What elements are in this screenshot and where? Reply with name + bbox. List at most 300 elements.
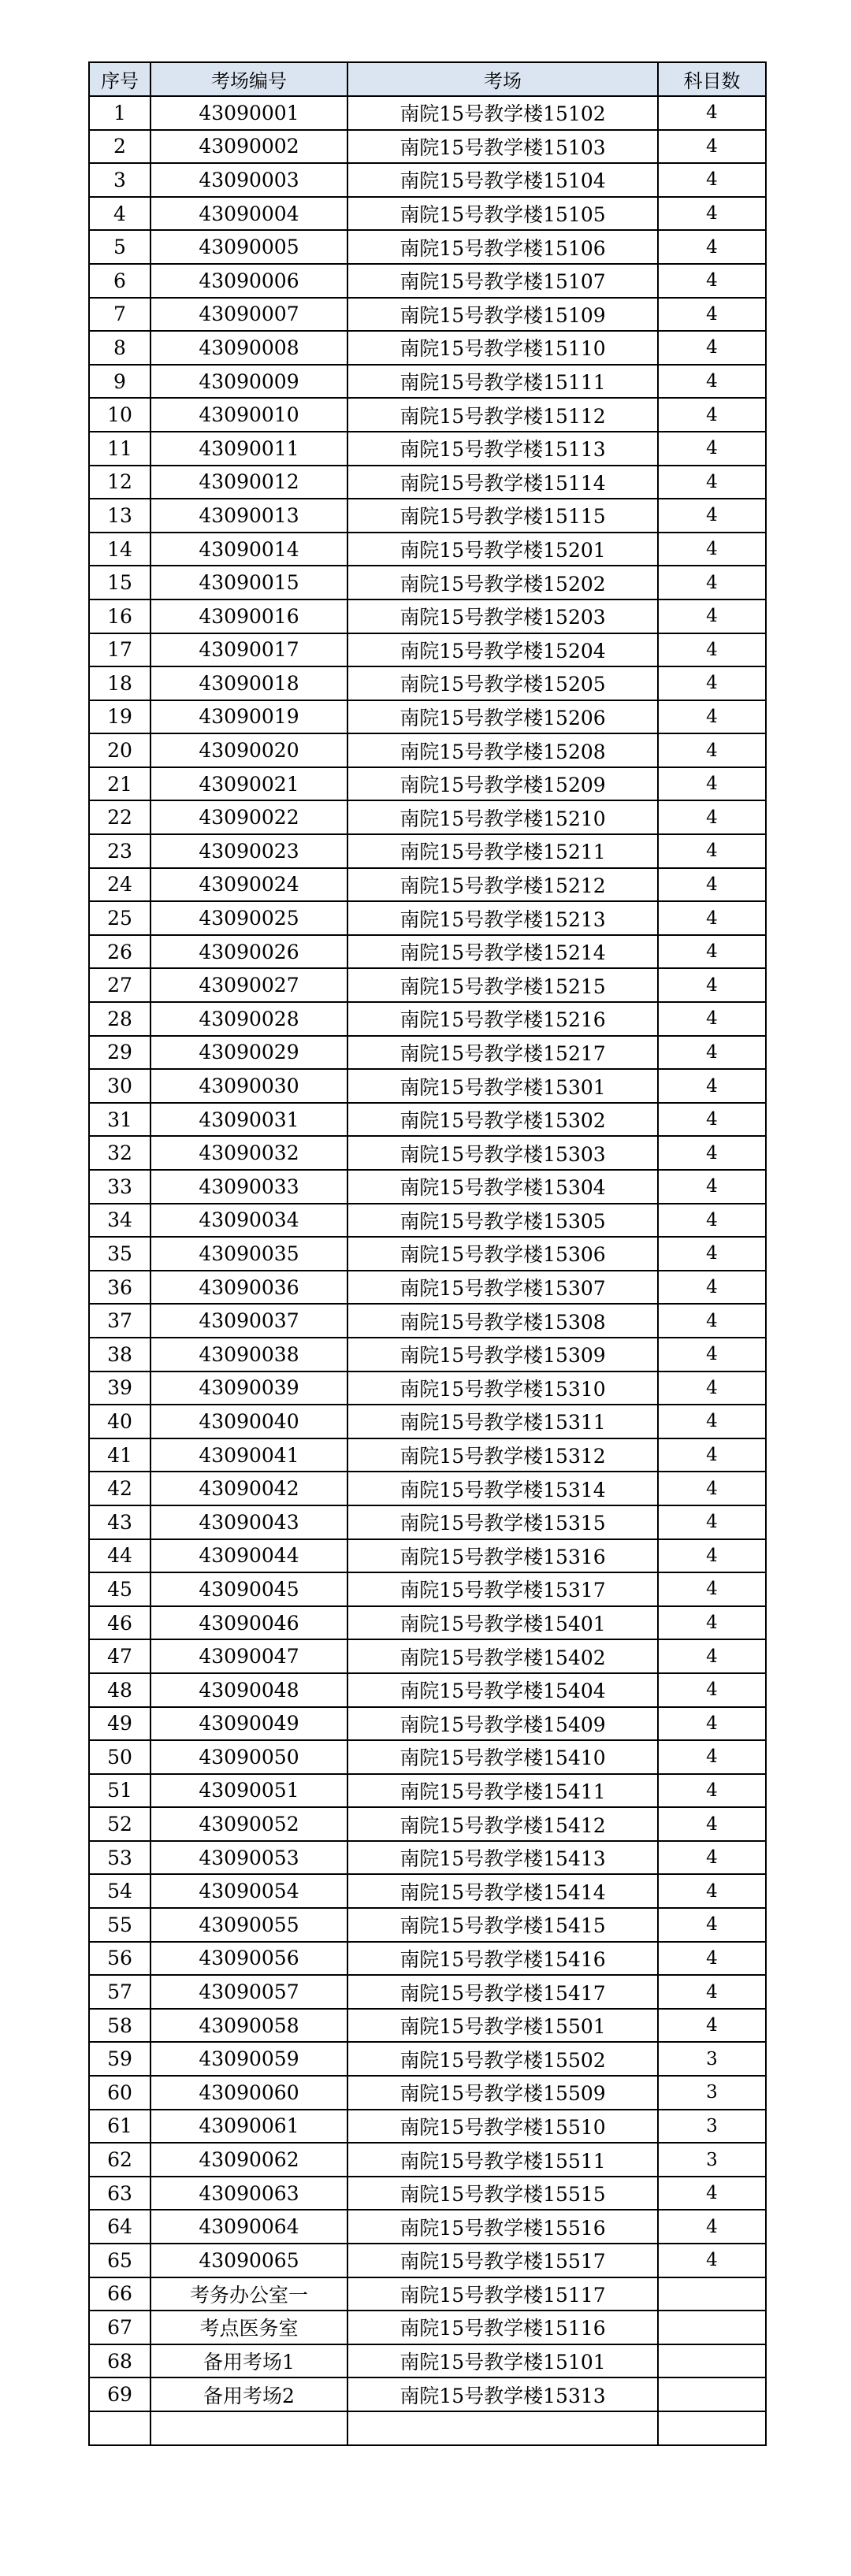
cell-room: 南院15号教学楼15409 [347, 1707, 658, 1741]
cell-room-code: 43090035 [151, 1237, 347, 1271]
cell-room: 南院15号教学楼15206 [347, 700, 658, 734]
table-row [89, 1372, 766, 1405]
cell-room: 南院15号教学楼15214 [347, 935, 658, 969]
cell-room: 南院15号教学楼15101 [347, 2344, 658, 2378]
cell-room: 南院15号教学楼15515 [347, 2177, 658, 2210]
cell-room-code: 备用考场1 [151, 2344, 347, 2378]
cell-room-code: 43090045 [151, 1572, 347, 1606]
cell-room: 南院15号教学楼15412 [347, 1807, 658, 1841]
cell-room-code: 43090023 [151, 834, 347, 868]
cell-room: 南院15号教学楼15115 [347, 499, 658, 533]
cell-room: 南院15号教学楼15302 [347, 1103, 658, 1137]
cell-room: 南院15号教学楼15509 [347, 2076, 658, 2110]
cell-room-code: 43090060 [151, 2076, 347, 2110]
cell-room: 南院15号教学楼15212 [347, 868, 658, 902]
cell-room-code: 43090015 [151, 566, 347, 599]
cell-subject-count: 4 [658, 2009, 766, 2043]
cell-subject-count: 4 [658, 130, 766, 164]
table-row [89, 834, 766, 868]
cell-room-code: 43090003 [151, 163, 347, 197]
cell-seq: 5 [89, 230, 151, 264]
table-row [89, 1204, 766, 1238]
cell-seq: 26 [89, 935, 151, 969]
cell-seq: 67 [89, 2311, 151, 2344]
table-row [89, 566, 766, 599]
cell-subject-count: 4 [658, 1304, 766, 1338]
cell-room-code: 43090065 [151, 2244, 347, 2277]
cell-seq: 62 [89, 2143, 151, 2177]
cell-room-code: 43090048 [151, 1673, 347, 1707]
cell-room-code: 43090033 [151, 1170, 347, 1204]
cell-subject-count: 4 [658, 163, 766, 197]
cell-room: 南院15号教学楼15309 [347, 1338, 658, 1372]
table-row [89, 1338, 766, 1372]
cell-room-code: 43090062 [151, 2143, 347, 2177]
cell-seq: 51 [89, 1774, 151, 1808]
cell-room-code: 43090018 [151, 666, 347, 700]
cell-seq: 14 [89, 533, 151, 566]
cell-seq: 10 [89, 398, 151, 432]
cell-seq: 58 [89, 2009, 151, 2043]
table-row [89, 1405, 766, 1438]
table-row [89, 1505, 766, 1539]
cell-room-code: 43090006 [151, 264, 347, 298]
cell-room: 南院15号教学楼15102 [347, 96, 658, 130]
cell-room: 南院15号教学楼15103 [347, 130, 658, 164]
table-row [89, 1740, 766, 1774]
cell-room: 南院15号教学楼15106 [347, 230, 658, 264]
cell-seq: 18 [89, 666, 151, 700]
cell-subject-count: 4 [658, 432, 766, 466]
table-row [89, 1438, 766, 1472]
cell-room: 南院15号教学楼15301 [347, 1069, 658, 1103]
cell-room-code: 43090036 [151, 1271, 347, 1305]
cell-subject-count: 4 [658, 1975, 766, 2009]
cell-subject-count: 4 [658, 398, 766, 432]
cell-seq: 3 [89, 163, 151, 197]
table-body [89, 96, 766, 2445]
cell-subject-count: 4 [658, 1774, 766, 1808]
table-row [89, 1069, 766, 1103]
cell-room-code: 43090010 [151, 398, 347, 432]
cell-seq: 13 [89, 499, 151, 533]
cell-seq: 9 [89, 365, 151, 399]
cell-room-code: 43090037 [151, 1304, 347, 1338]
table-row [89, 533, 766, 566]
cell-room-code: 43090063 [151, 2177, 347, 2210]
cell-room-code: 43090043 [151, 1505, 347, 1539]
cell-seq: 32 [89, 1136, 151, 1170]
cell-subject-count: 4 [658, 1170, 766, 1204]
cell-subject-count: 4 [658, 1740, 766, 1774]
cell-room-code: 43090014 [151, 533, 347, 566]
cell-subject-count: 4 [658, 800, 766, 834]
cell-room-code: 43090012 [151, 466, 347, 499]
cell-room-code: 43090053 [151, 1841, 347, 1875]
table-row [89, 163, 766, 197]
cell-subject-count: 4 [658, 1271, 766, 1305]
cell-room-code: 备用考场2 [151, 2377, 347, 2411]
cell-seq: 60 [89, 2076, 151, 2110]
cell-room: 南院15号教学楼15315 [347, 1505, 658, 1539]
cell-seq: 38 [89, 1338, 151, 1372]
table-row [89, 466, 766, 499]
table-row [89, 1908, 766, 1942]
cell-room-code: 43090001 [151, 96, 347, 130]
table-row [89, 1170, 766, 1204]
cell-subject-count: 4 [658, 1103, 766, 1137]
table-row [89, 733, 766, 767]
cell-room-code: 考务办公室一 [151, 2277, 347, 2311]
cell-subject-count: 4 [658, 298, 766, 332]
cell-subject-count: 4 [658, 230, 766, 264]
cell-seq: 40 [89, 1405, 151, 1438]
cell-room: 南院15号教学楼15415 [347, 1908, 658, 1942]
table-row [89, 264, 766, 298]
cell-room: 南院15号教学楼15217 [347, 1036, 658, 1070]
cell-seq: 41 [89, 1438, 151, 1472]
cell-seq: 53 [89, 1841, 151, 1875]
cell-seq: 63 [89, 2177, 151, 2210]
cell-subject-count: 3 [658, 2110, 766, 2144]
cell-room-code: 43090011 [151, 432, 347, 466]
cell-room-code: 43090028 [151, 1002, 347, 1036]
cell-seq: 22 [89, 800, 151, 834]
table-row [89, 1975, 766, 2009]
cell-seq: 35 [89, 1237, 151, 1271]
cell-room-code: 43090021 [151, 767, 347, 801]
cell-seq: 24 [89, 868, 151, 902]
cell-room-code: 43090024 [151, 868, 347, 902]
cell-seq: 28 [89, 1002, 151, 1036]
cell-seq: 43 [89, 1505, 151, 1539]
cell-seq: 54 [89, 1874, 151, 1908]
cell-room-code: 43090030 [151, 1069, 347, 1103]
cell-subject-count: 4 [658, 1036, 766, 1070]
cell-subject-count: 4 [658, 968, 766, 1002]
cell-subject-count: 4 [658, 1639, 766, 1673]
table-row [89, 365, 766, 399]
cell-room-code: 43090022 [151, 800, 347, 834]
header-subject-count: 科目数 [658, 62, 766, 96]
cell-seq: 56 [89, 1942, 151, 1976]
cell-subject-count: 4 [658, 1606, 766, 1640]
cell-room: 南院15号教学楼15210 [347, 800, 658, 834]
cell-room: 南院15号教学楼15308 [347, 1304, 658, 1338]
cell-room: 南院15号教学楼15117 [347, 2277, 658, 2311]
cell-room: 南院15号教学楼15416 [347, 1942, 658, 1976]
table-row [89, 666, 766, 700]
cell-subject-count: 4 [658, 834, 766, 868]
cell-seq: 55 [89, 1908, 151, 1942]
cell-subject-count [658, 2344, 766, 2378]
cell-seq: 21 [89, 767, 151, 801]
cell-room-code: 43090054 [151, 1874, 347, 1908]
table-row [89, 1841, 766, 1875]
cell-subject-count: 4 [658, 733, 766, 767]
table-row [89, 2277, 766, 2311]
cell-seq: 50 [89, 1740, 151, 1774]
cell-room-code: 43090046 [151, 1606, 347, 1640]
cell-subject-count: 3 [658, 2076, 766, 2110]
cell-seq: 15 [89, 566, 151, 599]
table-row [89, 2377, 766, 2411]
cell-seq: 34 [89, 1204, 151, 1238]
cell-seq: 66 [89, 2277, 151, 2311]
cell-subject-count: 4 [658, 1505, 766, 1539]
table-row [89, 1539, 766, 1573]
table-row [89, 935, 766, 969]
cell-subject-count: 4 [658, 1237, 766, 1271]
table-row [89, 1136, 766, 1170]
table-row [89, 2344, 766, 2378]
cell-room-code: 43090051 [151, 1774, 347, 1808]
table-header [89, 62, 766, 96]
cell-room: 南院15号教学楼15511 [347, 2143, 658, 2177]
cell-room: 南院15号教学楼15502 [347, 2042, 658, 2076]
table-row [89, 1036, 766, 1070]
cell-room-code: 43090025 [151, 901, 347, 935]
cell-room-code: 43090017 [151, 633, 347, 667]
cell-room-code: 43090005 [151, 230, 347, 264]
cell-room: 南院15号教学楼15417 [347, 1975, 658, 2009]
cell-room: 南院15号教学楼15203 [347, 599, 658, 633]
cell-subject-count: 4 [658, 466, 766, 499]
cell-room-code: 43090019 [151, 700, 347, 734]
table-row [89, 2244, 766, 2277]
cell-room: 南院15号教学楼15211 [347, 834, 658, 868]
cell-subject-count: 4 [658, 264, 766, 298]
table-row [89, 2110, 766, 2144]
cell-subject-count [658, 2377, 766, 2411]
table-row [89, 1942, 766, 1976]
cell-room: 南院15号教学楼15316 [347, 1539, 658, 1573]
table-row [89, 1103, 766, 1137]
cell-seq: 29 [89, 1036, 151, 1070]
cell-subject-count: 4 [658, 2210, 766, 2244]
table-row [89, 599, 766, 633]
cell-subject-count: 4 [658, 1372, 766, 1405]
cell-seq: 12 [89, 466, 151, 499]
table-row [89, 130, 766, 164]
cell-room: 南院15号教学楼15204 [347, 633, 658, 667]
cell-room: 南院15号教学楼15114 [347, 466, 658, 499]
table-row [89, 499, 766, 533]
cell-seq: 44 [89, 1539, 151, 1573]
cell-room-code: 43090026 [151, 935, 347, 969]
table-row [89, 1707, 766, 1741]
cell-subject-count: 4 [658, 1807, 766, 1841]
table-row [89, 2311, 766, 2344]
cell-room: 南院15号教学楼15411 [347, 1774, 658, 1808]
cell-room: 南院15号教学楼15312 [347, 1438, 658, 1472]
cell-room: 南院15号教学楼15401 [347, 1606, 658, 1640]
cell-room-code: 43090013 [151, 499, 347, 533]
cell-seq: 11 [89, 432, 151, 466]
cell-seq: 30 [89, 1069, 151, 1103]
cell-seq: 2 [89, 130, 151, 164]
table-row [89, 1472, 766, 1505]
cell-seq: 4 [89, 197, 151, 231]
cell-room: 南院15号教学楼15306 [347, 1237, 658, 1271]
cell-seq: 23 [89, 834, 151, 868]
cell-room: 南院15号教学楼15109 [347, 298, 658, 332]
cell-room-code: 43090027 [151, 968, 347, 1002]
cell-room: 南院15号教学楼15501 [347, 2009, 658, 2043]
cell-seq: 6 [89, 264, 151, 298]
cell-seq: 68 [89, 2344, 151, 2378]
cell-room-code [151, 2411, 347, 2445]
cell-subject-count: 4 [658, 197, 766, 231]
table-row [89, 1807, 766, 1841]
cell-subject-count: 3 [658, 2042, 766, 2076]
cell-subject-count: 4 [658, 2177, 766, 2210]
cell-subject-count: 4 [658, 1673, 766, 1707]
cell-subject-count: 4 [658, 1539, 766, 1573]
cell-seq: 47 [89, 1639, 151, 1673]
cell-room-code: 43090040 [151, 1405, 347, 1438]
cell-room: 南院15号教学楼15413 [347, 1841, 658, 1875]
cell-room: 南院15号教学楼15112 [347, 398, 658, 432]
header-seq: 序号 [89, 62, 151, 96]
cell-seq: 69 [89, 2377, 151, 2411]
cell-seq [89, 2411, 151, 2445]
cell-subject-count [658, 2277, 766, 2311]
table-row [89, 197, 766, 231]
table-row [89, 1639, 766, 1673]
table-row [89, 2177, 766, 2210]
cell-room-code: 43090007 [151, 298, 347, 332]
cell-subject-count: 4 [658, 1572, 766, 1606]
cell-room-code: 43090057 [151, 1975, 347, 2009]
cell-seq: 49 [89, 1707, 151, 1741]
cell-room: 南院15号教学楼15304 [347, 1170, 658, 1204]
cell-subject-count: 4 [658, 499, 766, 533]
cell-room: 南院15号教学楼15510 [347, 2110, 658, 2144]
cell-seq: 42 [89, 1472, 151, 1505]
cell-room [347, 2411, 658, 2445]
cell-room: 南院15号教学楼15307 [347, 1271, 658, 1305]
header-row [89, 62, 766, 96]
cell-room: 南院15号教学楼15116 [347, 2311, 658, 2344]
cell-seq: 61 [89, 2110, 151, 2144]
cell-room: 南院15号教学楼15410 [347, 1740, 658, 1774]
cell-room-code: 43090064 [151, 2210, 347, 2244]
table-row [89, 432, 766, 466]
cell-room: 南院15号教学楼15201 [347, 533, 658, 566]
cell-room-code: 43090056 [151, 1942, 347, 1976]
cell-room: 南院15号教学楼15317 [347, 1572, 658, 1606]
cell-room-code: 43090009 [151, 365, 347, 399]
table-row [89, 230, 766, 264]
cell-room: 南院15号教学楼15215 [347, 968, 658, 1002]
cell-room: 南院15号教学楼15110 [347, 331, 658, 365]
cell-subject-count: 4 [658, 533, 766, 566]
cell-subject-count: 4 [658, 1707, 766, 1741]
table-row [89, 2210, 766, 2244]
cell-subject-count: 3 [658, 2143, 766, 2177]
table-row [89, 1237, 766, 1271]
cell-room-code: 43090052 [151, 1807, 347, 1841]
cell-room: 南院15号教学楼15213 [347, 901, 658, 935]
cell-room-code: 43090042 [151, 1472, 347, 1505]
cell-subject-count: 4 [658, 1069, 766, 1103]
cell-subject-count: 4 [658, 365, 766, 399]
cell-room-code: 43090016 [151, 599, 347, 633]
cell-seq: 27 [89, 968, 151, 1002]
cell-room-code: 43090059 [151, 2042, 347, 2076]
cell-room-code: 43090004 [151, 197, 347, 231]
table-row [89, 2411, 766, 2445]
cell-seq: 20 [89, 733, 151, 767]
cell-subject-count: 4 [658, 2244, 766, 2277]
table-row [89, 331, 766, 365]
cell-room: 南院15号教学楼15111 [347, 365, 658, 399]
cell-subject-count: 4 [658, 599, 766, 633]
cell-seq: 8 [89, 331, 151, 365]
cell-room: 南院15号教学楼15303 [347, 1136, 658, 1170]
cell-room-code: 43090008 [151, 331, 347, 365]
cell-room: 南院15号教学楼15310 [347, 1372, 658, 1405]
table-row [89, 700, 766, 734]
cell-room: 南院15号教学楼15402 [347, 1639, 658, 1673]
cell-room-code: 43090038 [151, 1338, 347, 1372]
cell-subject-count: 4 [658, 666, 766, 700]
cell-room: 南院15号教学楼15104 [347, 163, 658, 197]
cell-subject-count [658, 2411, 766, 2445]
table-row [89, 2042, 766, 2076]
table-row [89, 800, 766, 834]
cell-room-code: 43090039 [151, 1372, 347, 1405]
cell-room: 南院15号教学楼15209 [347, 767, 658, 801]
cell-subject-count: 4 [658, 700, 766, 734]
cell-seq: 1 [89, 96, 151, 130]
table-row [89, 2009, 766, 2043]
header-room-code: 考场编号 [151, 62, 347, 96]
cell-seq: 31 [89, 1103, 151, 1137]
cell-subject-count: 4 [658, 96, 766, 130]
cell-subject-count: 4 [658, 868, 766, 902]
cell-seq: 36 [89, 1271, 151, 1305]
cell-subject-count: 4 [658, 633, 766, 667]
cell-subject-count: 4 [658, 767, 766, 801]
table-row [89, 96, 766, 130]
cell-room-code: 43090031 [151, 1103, 347, 1137]
table-row [89, 1874, 766, 1908]
cell-subject-count: 4 [658, 1136, 766, 1170]
cell-room-code: 43090049 [151, 1707, 347, 1741]
cell-room-code: 43090055 [151, 1908, 347, 1942]
cell-seq: 57 [89, 1975, 151, 2009]
cell-room: 南院15号教学楼15516 [347, 2210, 658, 2244]
cell-subject-count: 4 [658, 1338, 766, 1372]
header-room: 考场 [347, 62, 658, 96]
cell-room-code: 43090058 [151, 2009, 347, 2043]
cell-seq: 19 [89, 700, 151, 734]
cell-room: 南院15号教学楼15414 [347, 1874, 658, 1908]
cell-subject-count: 4 [658, 901, 766, 935]
cell-room: 南院15号教学楼15205 [347, 666, 658, 700]
table-row [89, 398, 766, 432]
cell-seq: 46 [89, 1606, 151, 1640]
cell-room: 南院15号教学楼15313 [347, 2377, 658, 2411]
cell-room-code: 43090029 [151, 1036, 347, 1070]
cell-subject-count: 4 [658, 1405, 766, 1438]
table-row [89, 633, 766, 667]
cell-subject-count: 4 [658, 331, 766, 365]
cell-seq: 59 [89, 2042, 151, 2076]
cell-room-code: 43090047 [151, 1639, 347, 1673]
